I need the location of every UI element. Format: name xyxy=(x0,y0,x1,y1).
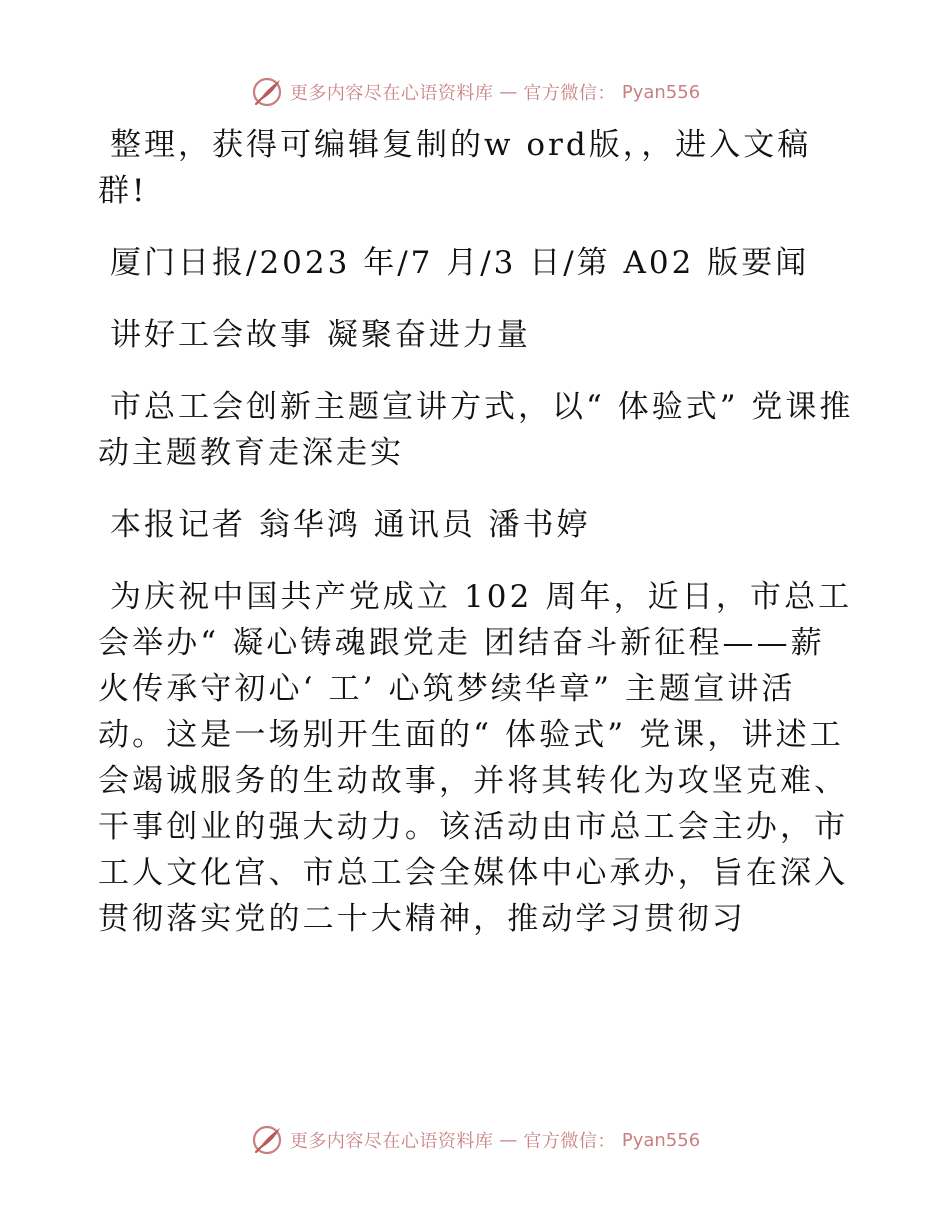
watermark-separator: — xyxy=(499,81,518,103)
feather-pen-logo-icon xyxy=(250,1123,284,1157)
source-line: 厦门日报/2023 年/7 月/3 日/第 A02 版要闻 xyxy=(110,245,810,281)
headline: 讲好工会故事 凝聚奋进力量 xyxy=(110,317,531,353)
footer-watermark xyxy=(0,1120,950,1160)
footer-watermark-inner xyxy=(250,1123,700,1157)
byline: 本报记者 翁华鸿 通讯员 潘书婷 xyxy=(110,507,591,543)
footer-watermark-wechat-label: 官方微信： xyxy=(523,1131,616,1152)
footer-watermark-text: 更多内容尽在心语资料库 xyxy=(289,1131,494,1152)
intro-paragraph: 整理，获得可编辑复制的w ord版，，进入文稿群! xyxy=(98,127,812,209)
watermark-wechat-id: Pyan556 xyxy=(621,81,701,103)
body-paragraph: 为庆祝中国共产党成立 102 周年，近日，市总工会举办“ 凝心铸魂跟党走 团结奋斗新征程——薪火传承守初心‘ 工’ 心筑梦续华章” 主题宣讲活动。这是一场别开生面的“ 体验式” 党课，讲述工会竭诚服务的生动故事，并将其转化为攻坚克难、干事创业的强大动力。该活动由市总工会主办，市工人文化宫、市总工会全媒体中心承办，旨在深入贯彻落实党的二十大精神，推动学习贯彻习 xyxy=(98,579,853,937)
feather-pen-logo-icon xyxy=(250,75,284,109)
watermark-wechat-label: 官方微信： xyxy=(523,83,616,104)
header-watermark-inner xyxy=(250,75,700,109)
footer-watermark-wechat-id: Pyan556 xyxy=(621,1129,701,1151)
footer-watermark-separator: — xyxy=(499,1129,518,1151)
header-watermark xyxy=(0,72,950,112)
subheadline: 市总工会创新主题宣讲方式，以“ 体验式” 党课推动主题教育走深走实 xyxy=(98,389,854,471)
watermark-text: 更多内容尽在心语资料库 xyxy=(289,83,494,104)
document-content xyxy=(98,122,858,942)
